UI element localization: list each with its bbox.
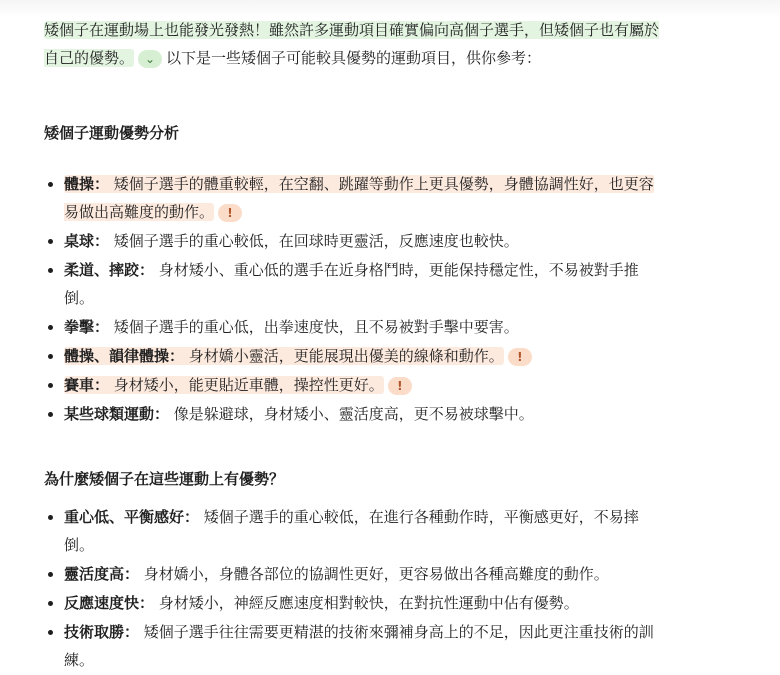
list-item-highlight <box>64 376 384 394</box>
list-item-highlight <box>64 347 504 365</box>
list-item <box>44 503 664 559</box>
list-item <box>44 371 664 399</box>
list-item-highlight <box>64 175 654 221</box>
list-item-desc: 矮個子選手的體重較輕，在空翻、跳躍等動作上更具優勢，身體協調性好，也更容易做出高難度的動作。 <box>64 175 654 221</box>
list-item-term: 體操： <box>64 175 110 193</box>
chevron-down-icon[interactable]: ⌄ <box>138 50 162 68</box>
list-item-term: 桌球： <box>64 232 110 250</box>
list-item-desc: 身材嬌小靈活，更能展現出優美的線條和動作。 <box>188 347 504 365</box>
list-item-desc: 身材嬌小，身體各部位的協調性更好，更容易做出各種高難度的動作。 <box>143 565 609 583</box>
list-item <box>44 313 664 341</box>
reasons-list <box>44 503 664 675</box>
info-icon[interactable]: ! <box>218 204 242 222</box>
list-item-desc: 像是躲避球，身材矮小、靈活度高，更不易被球擊中。 <box>173 405 534 423</box>
section-heading-reasons: 為什麼矮個子在這些運動上有優勢？ <box>44 470 285 488</box>
list-item <box>44 618 664 674</box>
list-item-term: 技術取勝： <box>64 623 140 641</box>
list-item-term: 體操、韻律體操： <box>64 347 185 365</box>
list-item-term: 拳擊： <box>64 318 110 336</box>
info-icon[interactable]: ! <box>508 348 532 366</box>
section-heading-analysis: 矮個子運動優勢分析 <box>44 124 180 142</box>
response-content <box>44 16 664 669</box>
list-item <box>44 256 664 312</box>
sports-list <box>44 170 664 429</box>
list-item-term: 反應速度快： <box>64 594 155 612</box>
list-item-term: 柔道、摔跤： <box>64 261 155 279</box>
intro-highlight: 矮個子在運動場上也能發光發熱！雖然許多運動項目確實偏向高個子選手，但矮個子也有屬於自己的優勢。 <box>44 21 660 67</box>
list-item-term: 賽車： <box>64 376 110 394</box>
list-item-term: 重心低、平衡感好： <box>64 508 200 526</box>
list-item <box>44 170 664 226</box>
list-item-desc: 身材矮小，神經反應速度相對較快，在對抗性運動中佔有優勢。 <box>158 594 579 612</box>
intro-paragraph <box>44 16 664 72</box>
list-item <box>44 342 664 370</box>
list-item <box>44 589 664 617</box>
list-item <box>44 227 664 255</box>
list-item <box>44 560 664 588</box>
list-item-desc: 身材矮小，能更貼近車體，操控性更好。 <box>113 376 384 394</box>
list-item-desc: 身材矮小、重心低的選手在近身格鬥時，更能保持穩定性，不易被對手推倒。 <box>64 261 639 307</box>
list-item-desc: 矮個子選手的重心低，出拳速度快，且不易被對手擊中要害。 <box>113 318 519 336</box>
list-item-desc: 矮個子選手往往需要更精湛的技術來彌補身高上的不足，因此更注重技術的訓練。 <box>64 623 654 669</box>
list-item-term: 靈活度高： <box>64 565 140 583</box>
intro-rest: 以下是一些矮個子可能較具優勢的運動項目，供你參考： <box>166 49 542 67</box>
list-item-term: 某些球類運動： <box>64 405 170 423</box>
list-item-desc: 矮個子選手的重心較低，在回球時更靈活，反應速度也較快。 <box>113 232 519 250</box>
list-item-desc: 矮個子選手的重心較低，在進行各種動作時，平衡感更好，不易摔倒。 <box>64 508 639 554</box>
list-item <box>44 400 664 428</box>
info-icon[interactable]: ! <box>388 377 412 395</box>
